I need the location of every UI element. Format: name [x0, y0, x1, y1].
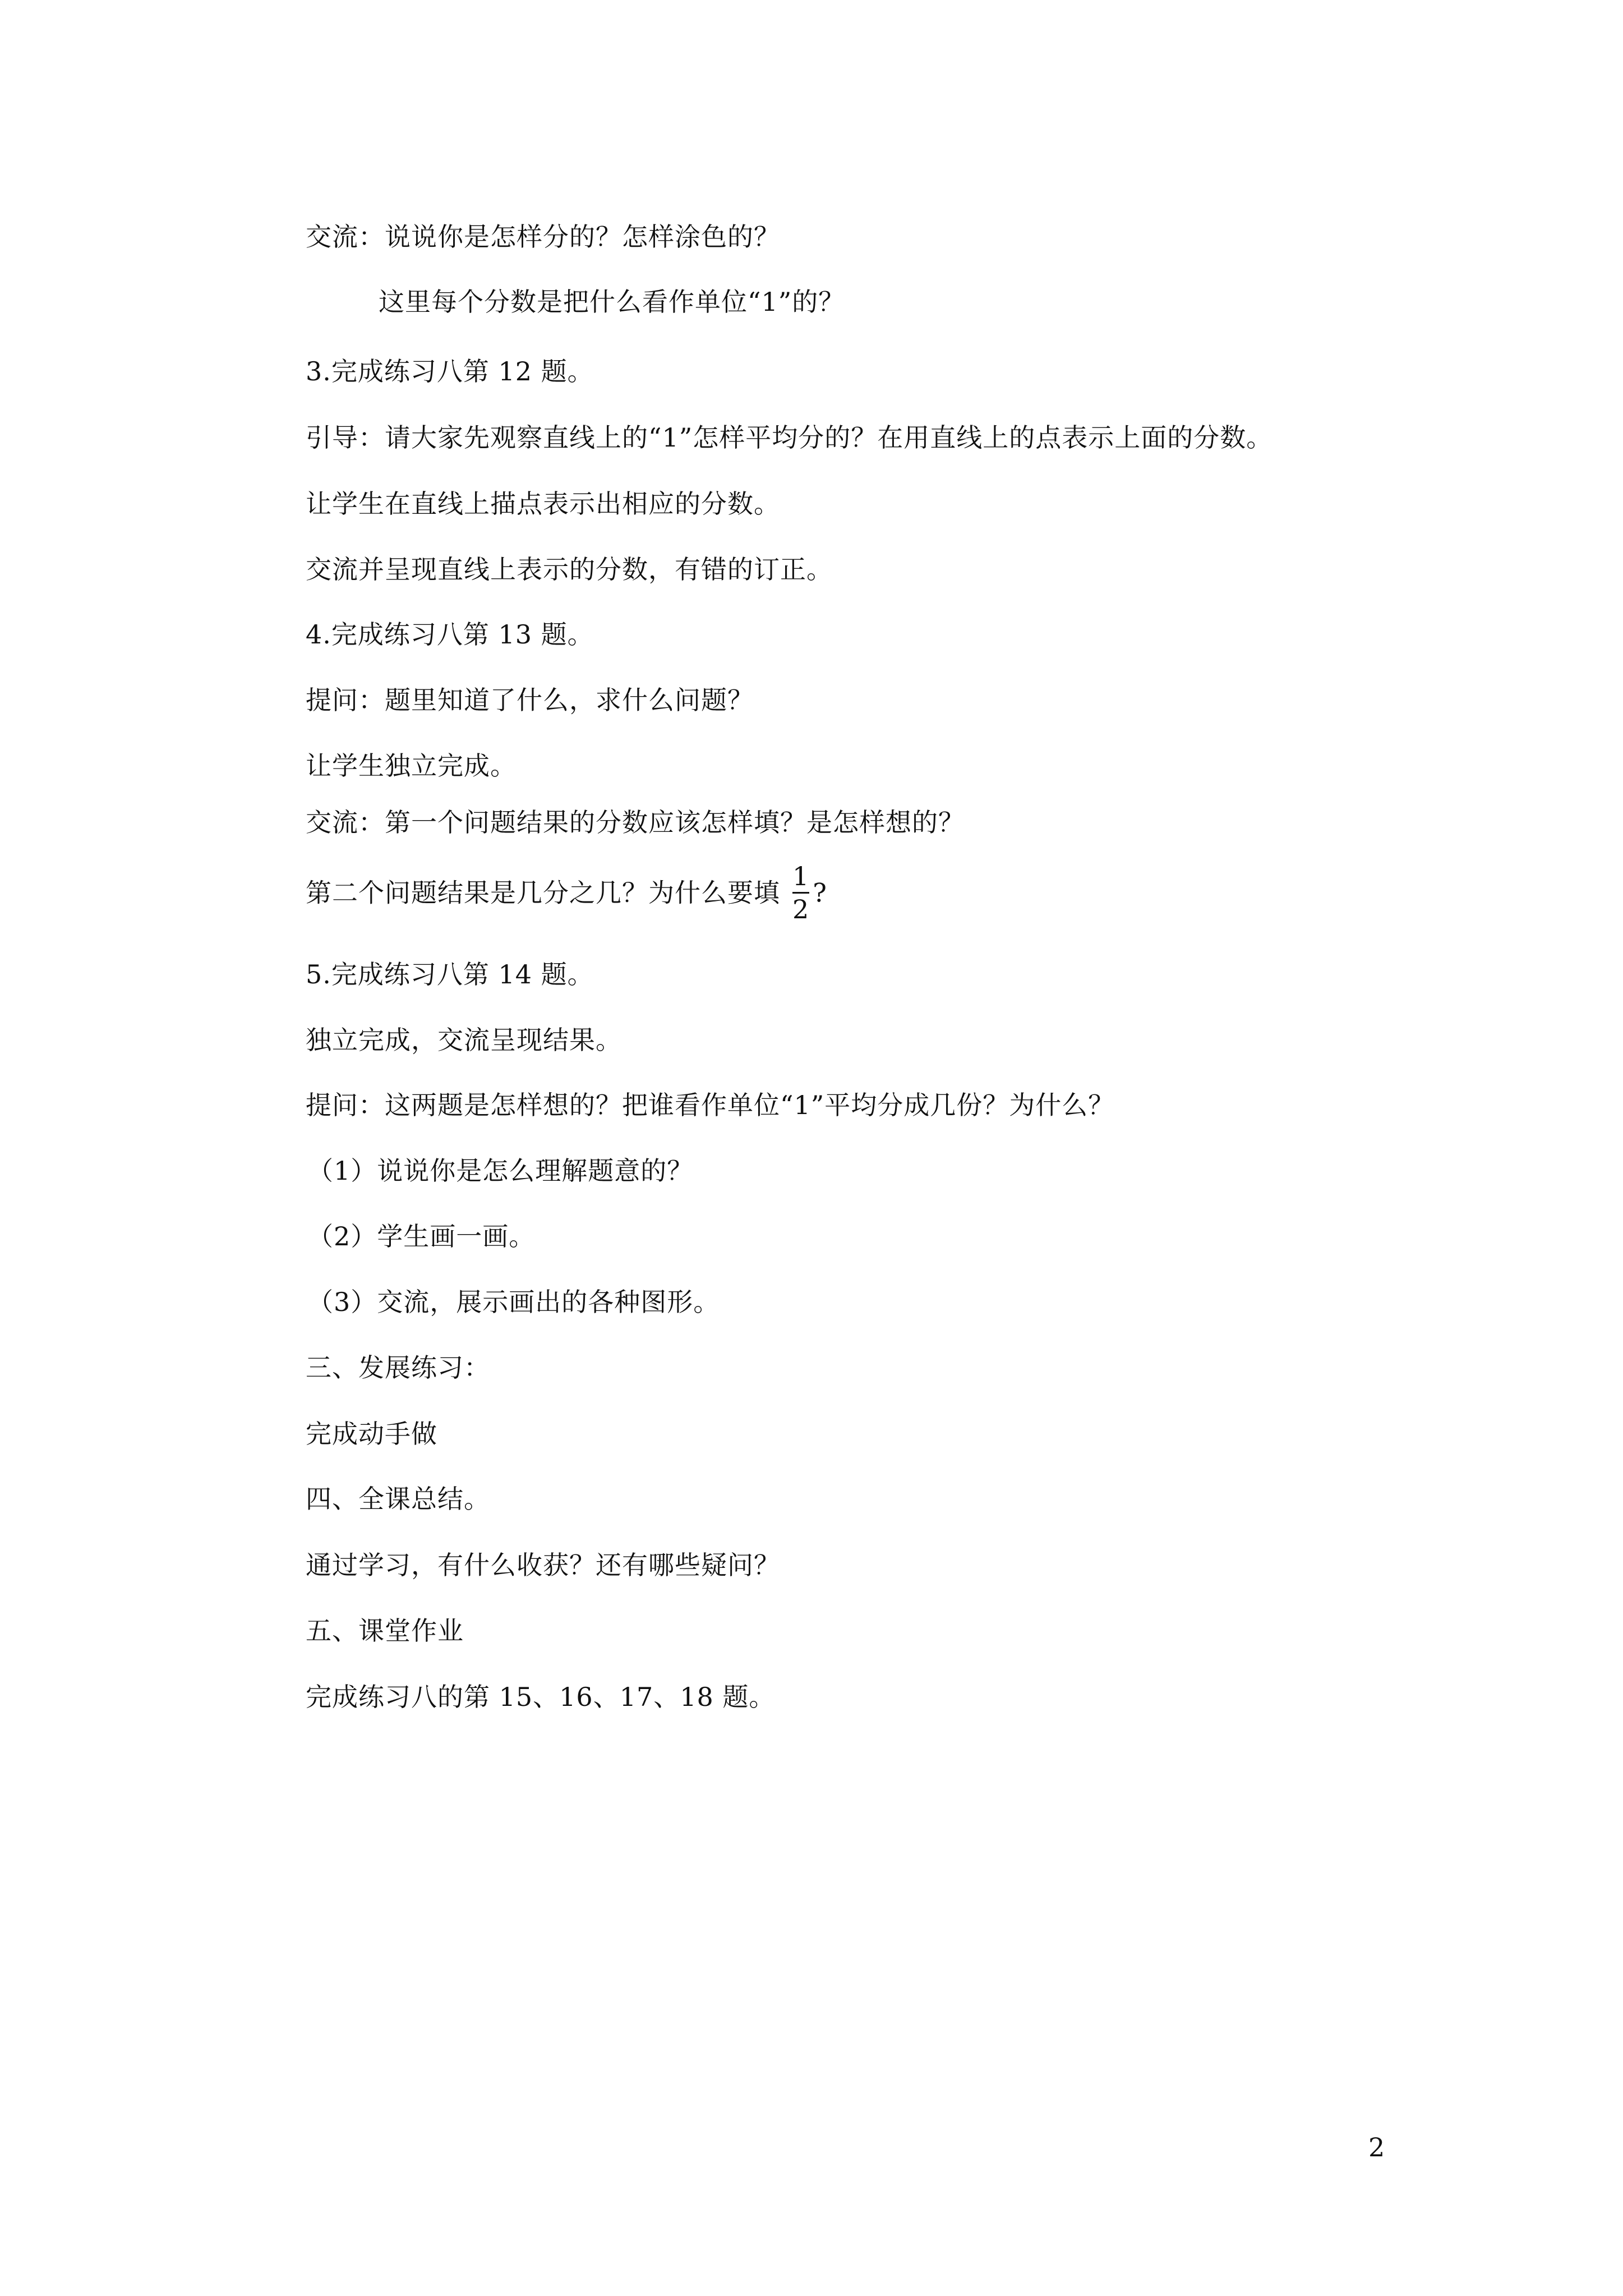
- fraction-question-text: 第二个问题结果是几分之几？为什么要填: [306, 877, 780, 908]
- section-heading-4: 四、全课总结。: [306, 1484, 490, 1514]
- list-item-2: （2）学生画一画。: [307, 1221, 536, 1251]
- paragraph-hands-on: 完成动手做: [306, 1419, 437, 1449]
- paragraph-plot-points: 让学生在直线上描点表示出相应的分数。: [306, 489, 780, 519]
- section-heading-5: 五、课堂作业: [306, 1616, 464, 1646]
- paragraph-guide: 引导：请大家先观察直线上的“1”怎样平均分的？在用直线上的点表示上面的分数。: [306, 422, 1273, 453]
- fraction-numerator: 1: [792, 861, 810, 891]
- paragraph-exchange-method: 交流：说说你是怎样分的？怎样涂色的？: [306, 222, 780, 252]
- paragraph-correct-errors: 交流并呈现直线上表示的分数，有错的订正。: [306, 554, 833, 585]
- paragraph-unit-question: 这里每个分数是把什么看作单位“1”的？: [379, 287, 845, 317]
- fraction-question-mark: ?: [813, 877, 827, 908]
- heading-exercise-12: 3.完成练习八第 12 题。: [306, 356, 594, 386]
- paragraph-first-question: 交流：第一个问题结果的分数应该怎样填？是怎样想的？: [306, 807, 965, 838]
- fraction-one-half: [792, 862, 809, 924]
- paragraph-fraction-question: [306, 861, 827, 926]
- section-heading-3: 三、发展练习：: [306, 1352, 490, 1383]
- paragraph-homework: 完成练习八的第 15、16、17、18 题。: [306, 1682, 776, 1712]
- paragraph-independent: 让学生独立完成。: [306, 751, 517, 781]
- paragraph-ask-known: 提问：题里知道了什么，求什么问题？: [306, 685, 754, 715]
- list-item-1: （1）说说你是怎么理解题意的？: [307, 1156, 694, 1186]
- page-number: 2: [1368, 2132, 1385, 2162]
- heading-exercise-14: 5.完成练习八第 14 题。: [306, 959, 594, 990]
- paragraph-present-results: 独立完成，交流呈现结果。: [306, 1025, 622, 1055]
- fraction-denominator: 2: [792, 894, 810, 924]
- heading-exercise-13: 4.完成练习八第 13 题。: [306, 619, 594, 650]
- list-item-3: （3）交流，展示画出的各种图形。: [307, 1287, 720, 1317]
- paragraph-gains: 通过学习，有什么收获？还有哪些疑问？: [306, 1550, 780, 1580]
- paragraph-ask-think: 提问：这两题是怎样想的？把谁看作单位“1”平均分成几份？为什么？: [306, 1090, 1115, 1120]
- fraction-bar: [792, 892, 809, 894]
